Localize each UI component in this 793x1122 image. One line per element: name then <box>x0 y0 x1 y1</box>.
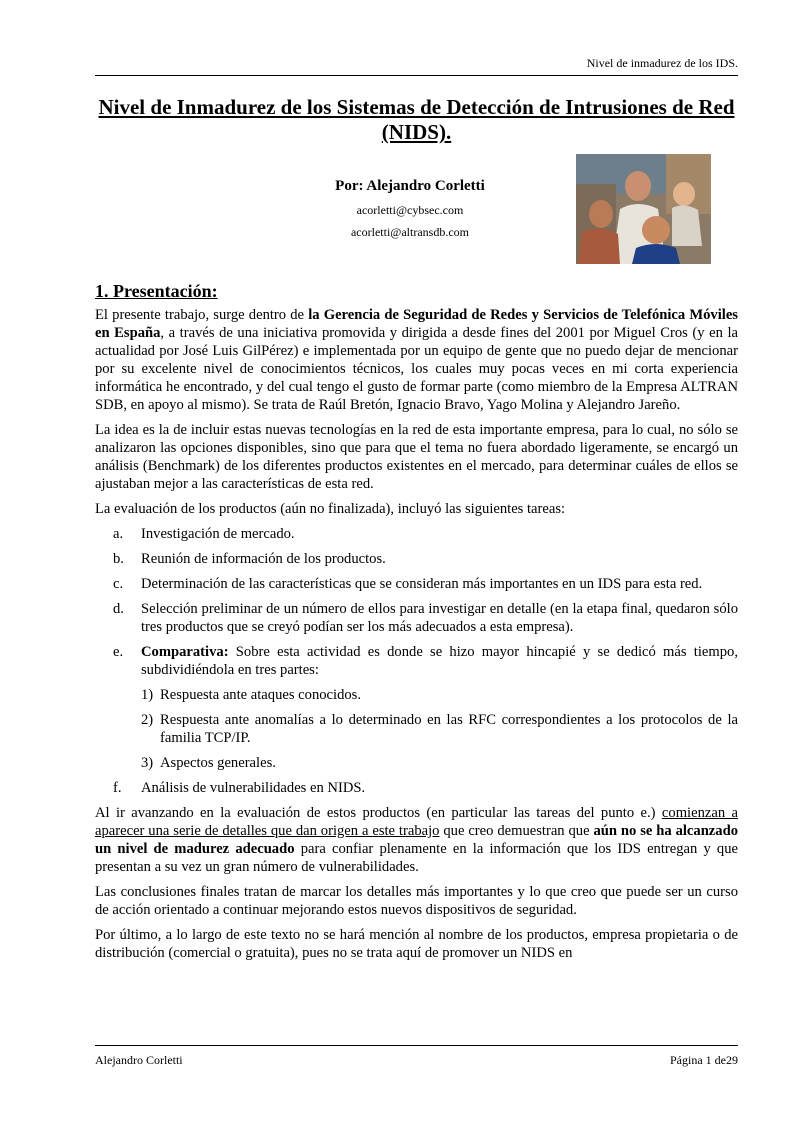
author-email-2: acorletti@altransdb.com <box>350 225 469 239</box>
list-item: a. Investigación de mercado. <box>113 526 295 542</box>
author-block <box>230 178 590 247</box>
document-title: Nivel de Inmadurez de los Sistemas de Detección de Intrusiones de Red (NIDS). <box>98 95 735 144</box>
paragraph-1: El presente trabajo, surge dentro de la Gerencia de Seguridad de Redes y Servicios de Telefónica Móviles en España, a través de una iniciativa promovida y dirigida a desde fines del 2001 por Miguel Cros (y en la actualidad por José Luis GilPérez) e implementada por un equipo de gente que no puedo dejar de mencionar por su excelente nivel de conocimientos técnicos, los cuales muy pocas veces en mi corta experiencia informática he encontrado, y del cual tengo el gusto de formar parte (como miembro de la Empresa ALTRAN SDB, en apoyo al mismo). Se trata de Raúl Bretón, Ignacio Bravo, Yago Molina y Alejandro Jareño. <box>95 307 738 413</box>
paragraph-6: Por último, a lo largo de este texto no se hará mención al nombre de los productos, empresa propietaria o de distribución (comercial o gratuita), pues no se trata aquí de promover un NIDS en <box>95 927 738 961</box>
task-list <box>95 525 738 797</box>
section-title-presentacion: 1. Presentación: <box>95 281 218 301</box>
paragraph-4: Al ir avanzando en la evaluación de estos productos (en particular las tareas del punto e.) comienzan a aparecer una serie de detalles que dan origen a este trabajo que creo demuestran que aún no se ha alcanzado un nivel de madurez adecuado para confiar plenamente en la información que los IDS entregan y que presentan a su vez un gran número de vulnerabilidades. <box>95 805 738 875</box>
running-header: Nivel de inmadurez de los IDS. <box>586 56 738 70</box>
subtask-list <box>141 686 738 772</box>
list-item: d. Selección preliminar de un número de ellos para investigar en detalle (en la etapa final, quedaron sólo tres productos que se creyó podían ser los más adecuados a esta empresa). <box>113 601 738 635</box>
footer-author: Alejandro Corletti <box>95 1053 183 1067</box>
list-item: f. Análisis de vulnerabilidades en NIDS. <box>113 780 366 796</box>
paragraph-3: La evaluación de los productos (aún no finalizada), incluyó las siguientes tareas: <box>95 501 566 517</box>
list-item: 3) Aspectos generales. <box>141 755 276 771</box>
list-item: 1) Respuesta ante ataques conocidos. <box>141 687 362 703</box>
list-item: 2) Respuesta ante anomalías a lo determinado en las RFC correspondientes a los protocolos de la familia TCP/IP. <box>141 712 738 746</box>
author-name: Por: Alejandro Corletti <box>335 178 485 194</box>
paragraph-5: Las conclusiones finales tratan de marcar los detalles más importantes y lo que creo que puede ser un curso de acción orientado a continuar mejorando estos nuevos dispositivos de seguridad. <box>95 884 738 918</box>
body-text <box>95 306 738 969</box>
list-item: c. Determinación de las características que se consideran más importantes en un IDS para esta red. <box>113 576 703 592</box>
header-rule <box>95 75 738 76</box>
author-photo <box>576 154 711 264</box>
author-email-1: acorletti@cybsec.com <box>356 203 464 217</box>
list-item: b. Reunión de información de los productos. <box>113 551 386 567</box>
footer-rule <box>95 1045 738 1046</box>
list-item: e. Comparativa: Sobre esta actividad es donde se hizo mayor hincapié y se dedicó más tiempo, subdividiéndola en tres partes: 1) Respuesta ante ataques conocidos. 2) Respuesta ante anomalías a lo determinado en las RFC correspondientes a los protocolos de la familia TCP/IP. 3) Aspectos generales. <box>113 644 738 771</box>
footer-page-number: Página 1 de29 <box>670 1053 738 1067</box>
author-photo-graphic <box>576 154 711 264</box>
paragraph-2: La idea es la de incluir estas nuevas tecnologías en la red de esta importante empresa, para lo cual, no sólo se analizaron las opciones disponibles, sino que para que el tema no fuera abordado ligeramente, se encargó un análisis (Benchmark) de los diferentes productos existentes en el mercado, para determinar cuáles de ellos se ajustaban mejor a las características de esta red. <box>95 422 738 492</box>
